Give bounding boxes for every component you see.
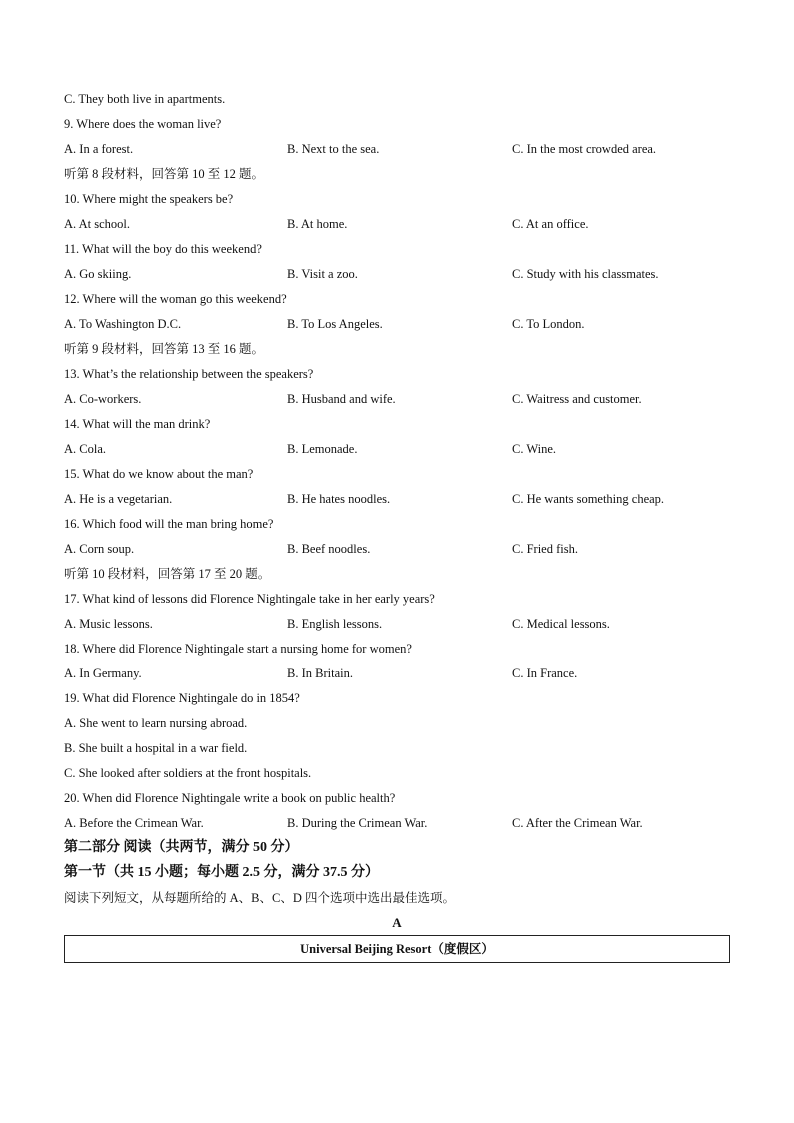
option-c: C. After the Crimean War. — [512, 816, 643, 830]
question-15: 15. What do we know about the man? — [64, 467, 254, 481]
option-c: C. In the most crowded area. — [512, 142, 657, 156]
options-row-12 — [64, 314, 730, 334]
option-a: A. To Washington D.C. — [64, 317, 182, 331]
question-19: 19. What did Florence Nightingale do in 1854? — [64, 691, 300, 705]
options-row-15 — [64, 489, 730, 509]
section-heading: 第一节（共 15 小题；每小题 2.5 分，满分 37.5 分） — [64, 865, 379, 880]
question-17: 17. What kind of lessons did Florence Nightingale take in her early years? — [64, 592, 435, 606]
options-row-9 — [64, 139, 730, 159]
option-a: A. In Germany. — [64, 666, 142, 680]
part-heading: 第二部分 阅读（共两节，满分 50 分） — [64, 840, 299, 855]
option-a: A. In a forest. — [64, 142, 134, 156]
options-row-20 — [64, 813, 730, 833]
section-instruction-8: 听第 8 段材料，回答第 10 至 12 题。 — [64, 167, 265, 181]
option-b: B. Next to the sea. — [287, 142, 380, 156]
option-c: C. Study with his classmates. — [512, 267, 659, 281]
option-a: A. Go skiing. — [64, 267, 132, 281]
option-b: B. Lemonade. — [287, 442, 358, 456]
option-b: B. English lessons. — [287, 617, 383, 631]
options-row-11 — [64, 264, 730, 284]
option-a: A. Cola. — [64, 442, 107, 456]
option-b: B. Husband and wife. — [287, 392, 396, 406]
options-row-18 — [64, 663, 730, 683]
option-a: A. Co-workers. — [64, 392, 142, 406]
options-row-10 — [64, 214, 730, 234]
options-row-14 — [64, 439, 730, 459]
option-c: C. Fried fish. — [512, 542, 578, 556]
options-row-16 — [64, 539, 730, 559]
option-b: B. He hates noodles. — [287, 492, 391, 506]
option-a: A. Before the Crimean War. — [64, 816, 204, 830]
option-c: C. Waitress and customer. — [512, 392, 642, 406]
option-c: C. In France. — [512, 666, 578, 680]
option-c: C. Wine. — [512, 442, 557, 456]
passage-title-box: Universal Beijing Resort（度假区） — [64, 935, 730, 963]
option-c: C. At an office. — [512, 217, 589, 231]
option-a: A. At school. — [64, 217, 130, 231]
option-b: B. She built a hospital in a war field. — [64, 741, 248, 755]
option-a: A. Corn soup. — [64, 542, 135, 556]
options-row-13 — [64, 389, 730, 409]
option-c: C. Medical lessons. — [512, 617, 610, 631]
section-instruction-10: 听第 10 段材料，回答第 17 至 20 题。 — [64, 567, 271, 581]
question-14: 14. What will the man drink? — [64, 417, 211, 431]
option-b: B. Visit a zoo. — [287, 267, 358, 281]
question-10: 10. Where might the speakers be? — [64, 192, 234, 206]
question-18: 18. Where did Florence Nightingale start a nursing home for women? — [64, 642, 412, 656]
option-b: B. At home. — [287, 217, 348, 231]
reading-instruction: 阅读下列短文，从每题所给的 A、B、C、D 四个选项中选出最佳选项。 — [64, 891, 455, 905]
option-b: B. To Los Angeles. — [287, 317, 383, 331]
option-b: B. During the Crimean War. — [287, 816, 428, 830]
options-row-17 — [64, 614, 730, 634]
option-line: C. They both live in apartments. — [64, 92, 226, 106]
option-b: B. Beef noodles. — [287, 542, 371, 556]
option-a: A. He is a vegetarian. — [64, 492, 173, 506]
section-instruction-9: 听第 9 段材料，回答第 13 至 16 题。 — [64, 342, 265, 356]
passage-letter: A — [392, 915, 402, 930]
question-13: 13. What’s the relationship between the speakers? — [64, 367, 314, 381]
question-12: 12. Where will the woman go this weekend? — [64, 292, 287, 306]
question-11: 11. What will the boy do this weekend? — [64, 242, 262, 256]
option-c: C. He wants something cheap. — [512, 492, 665, 506]
option-a: A. Music lessons. — [64, 617, 153, 631]
option-c: C. To London. — [512, 317, 585, 331]
option-b: B. In Britain. — [287, 666, 353, 680]
question-16: 16. Which food will the man bring home? — [64, 517, 274, 531]
question-20: 20. When did Florence Nightingale write a book on public health? — [64, 791, 396, 805]
question-9: 9. Where does the woman live? — [64, 117, 222, 131]
option-a: A. She went to learn nursing abroad. — [64, 716, 248, 730]
option-c: C. She looked after soldiers at the front hospitals. — [64, 766, 312, 780]
